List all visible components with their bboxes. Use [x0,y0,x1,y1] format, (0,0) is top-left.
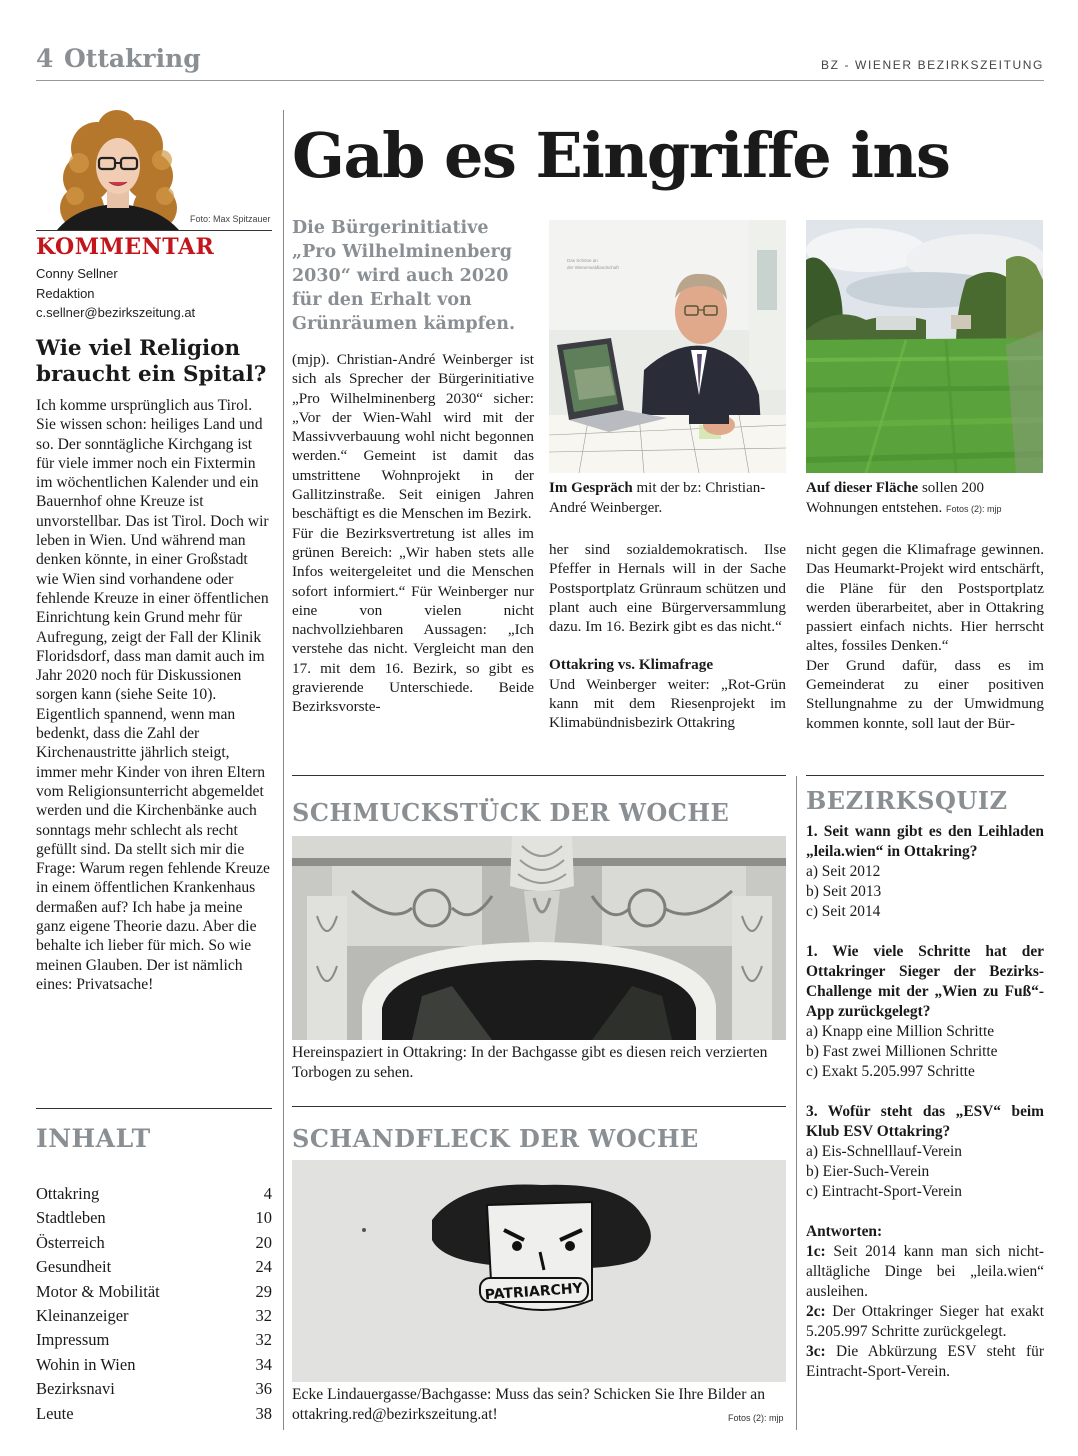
contents-label: Wohin in Wien [36,1354,136,1374]
author-photo [37,108,199,230]
masthead: BZ - WIENER BEZIRKSZEITUNG [821,58,1044,72]
quiz-option: c) Exakt 5.205.997 Schritte [806,1063,975,1080]
contents-page: 10 [255,1208,272,1228]
article-subhead: Die Bürgerinitiative „Pro Wilhelminenberg 2030“ wird auch 2020 für den Erhalt von Grünräumen kämpfen. [292,218,516,334]
quiz-option: c) Eintracht-Sport-Verein [806,1183,962,1200]
headline: Gab es Eingriffe ins [292,119,950,192]
inline-subhead: Ottakring vs. Klimafrage [549,656,714,674]
contents-row[interactable] [36,1402,272,1426]
contents-page: 20 [255,1232,272,1252]
quiz-answer: 2c: Der Ottakringer Sieger hat exakt 5.205.997 Schritte zurückgelegt. [806,1303,1044,1340]
contents-label: Impressum [36,1330,110,1350]
contents-row[interactable] [36,1353,272,1377]
quiz-option: c) Seit 2014 [806,903,881,920]
blemish-caption: Ecke Lindauergasse/Bachgasse: Muss das sein? Schicken Sie Ihre Bilder an ottakring.red@bezirkszeitung.at! [292,1386,766,1423]
contents-page: 32 [255,1330,272,1350]
column-divider [283,110,284,1430]
photo-field [806,220,1043,473]
photo-field-credit: Fotos (2): mjp [946,504,1002,514]
quiz-option: b) Fast zwei Millionen Schritte [806,1043,998,1060]
contents-page: 29 [255,1281,272,1301]
graffiti-text: PATRIARCHY [484,1280,584,1304]
blemish-top-rule [292,1106,786,1107]
contents-row[interactable] [36,1280,272,1304]
page-number: 4 [36,44,54,73]
contents-row[interactable] [36,1304,272,1328]
contents-row[interactable] [36,1231,272,1255]
contents-top-rule [36,1108,272,1109]
contents-list [36,1182,272,1426]
contents-title: INHALT [36,1124,151,1153]
quiz-option: a) Knapp eine Million Schritte [806,1023,995,1040]
contents-label: Kleinanzeiger [36,1305,129,1325]
contents-label: Österreich [36,1232,105,1252]
section-name: Ottakring [64,44,201,73]
quiz-question-3: 3. Wofür steht das „ESV“ beim Klub ESV Ottakring? a) Eis-Schnelllauf-Verein b) Eier-Such-Verein c) Eintracht-Sport-Verein [806,1103,1044,1200]
contents-page: 4 [263,1184,272,1203]
photo-graffiti [292,1160,786,1382]
author-email[interactable]: c.sellner@bezirkszeitung.at [36,305,196,320]
photo-interview [549,220,786,473]
quiz-divider [796,776,797,1430]
contents-page: 34 [255,1354,272,1374]
quiz-option: b) Seit 2013 [806,883,882,900]
contents-label: Motor & Mobilität [36,1281,160,1301]
comment-title: Wie viel Religion braucht ein Spital? [36,336,267,387]
photo-field-caption: Auf dieser Fläche sollen 200 Wohnungen entstehen. Fotos (2): mjp [806,480,1002,516]
photo-credit: Foto: Max Spitzauer [190,214,271,224]
jewel-caption: Hereinspaziert in Ottakring: In der Bachgasse gibt es diesen reich verzierten Torbogen zu sehen. [292,1044,768,1081]
contents-row[interactable] [36,1255,272,1279]
comment-body: Ich komme ursprünglich aus Tirol. Sie wissen schon: heiliges Land und so. Der sonntägliche Kirchgang ist für viele immer noch ein Fixtermin im wöchentlichen Kalender und ein Bauernhof ohne Kreuze ist unvorstellbar. Das ist Tirol. Doch wir leben in Wien. Und während man denken könnte, in einer Großstadt wie Wien sind vorhandene oder fehlende Kreuze in einer öffentlichen Einrichtung kein Grund mehr für Aufregung, zeigt der Fall der Klinik Floridsdorf, dass man damit auch im Jahr 2020 noch für Diskussionen sorgen kann (siehe Seite 10). Eigentlich spannend, wenn man bedenkt, dass die Zahl der Kirchenaustritte jährlich steigt, immer mehr Kinder von ihren Eltern vom Religionsunterricht abgemeldet werden und die Kirchenbänke auch sonntags mehr schlecht als recht gefüllt sind. Da stellt sich mir die Frage: Warum regen fehlende Kreuze in einem öffentlichen Krankenhaus dermaßen auf? Ich habe ja meine ganz eigene Theorie dazu. Aber die behalte ich lieber für mich. So wie meinen Glauben. Der ist nämlich eines: Privatsache! [36,397,270,993]
contents-label: Stadtleben [36,1208,106,1228]
photo-archway [292,836,786,1040]
quiz-option: b) Eier-Such-Verein [806,1163,930,1180]
blemish-title: SCHANDFLECK DER WOCHE [292,1124,699,1153]
author-name: Conny Sellner [36,266,118,281]
contents-row[interactable] [36,1206,272,1230]
quiz-question-1: 1. Seit wann gibt es den Leihladen „leila.wien“ in Ottakring? a) Seit 2012 b) Seit 2013 c) Seit 2014 [806,823,1044,920]
contents-row[interactable] [36,1328,272,1352]
contents-label: Ottakring [36,1184,100,1203]
contents-row[interactable] [36,1377,272,1401]
quiz-option: a) Seit 2012 [806,863,881,880]
svg-text:Das Schöne an: Das Schöne an [567,258,598,263]
contents-label: Leute [36,1403,74,1423]
quiz-answer: 3c: Die Abkürzung ESV steht für Eintracht-Sport-Verein. [806,1343,1044,1380]
comment-label: KOMMENTAR [36,234,215,260]
jewel-title: SCHMUCKSTÜCK DER WOCHE [292,798,730,827]
article-column-3: nicht gegen die Klimafrage gewinnen. Das Heumarkt-Projekt wird entschärft, die Pläne für den Postsportplatz werden überarbeitet, aber in Ottakring passiert einfach nichts. Hier herrscht altes, fossiles Denken.“ Der Grund dafür, dass es im Gemeinderat zu einer positiven Stellungnahme zu der Umwidmung kommen konnte, soll laut der Bür- [806,541,1044,732]
svg-text:der Wienerwaldlandschaft: der Wienerwaldlandschaft [567,265,619,270]
comment-top-rule [36,230,272,231]
quiz [806,822,1044,1382]
article-column-2: her sind sozialdemokratisch. Ilse Pfeffer in Hernals will in der Sache Postsportplatz Grünraum schützen und plant auch eine Bürgerversammlung dazu. Im 16. Bezirk gibt es das nicht.“ Ottakring vs. Klimafrage Und Weinberger weiter: „Rot-Grün kann mit dem Riesenprojekt im Klimabündnisbezirk Ottakring [549,541,786,732]
quiz-question-2: 1. Wie viele Schritte hat der Ottakringer Sieger der Bezirks-Challenge mit der „Wien zu Fuß“-App zurückgelegt? a) Knapp eine Million Schritte b) Fast zwei Millionen Schritte c) Exakt 5.205.997 Schritte [806,943,1044,1080]
contents-page: 38 [255,1403,272,1423]
header-rule [36,80,1044,81]
quiz-option: a) Eis-Schnelllauf-Verein [806,1143,962,1160]
contents-label: Bezirksnavi [36,1379,115,1399]
quiz-top-rule [806,775,1044,776]
author-role: Redaktion [36,286,95,301]
contents-page: 32 [255,1305,272,1325]
contents-row[interactable] [36,1182,272,1206]
contents-page: 24 [255,1257,272,1277]
blemish-credit: Fotos (2): mjp [728,1413,784,1423]
contents-label: Gesundheit [36,1257,112,1277]
photo-interview-caption: Im Gespräch mit der bz: Christian-André Weinberger. [549,480,766,516]
article-column-1: (mjp). Christian-André Weinberger ist sich als Sprecher der Bürgerinitiative „Pro Wilhelminenberg 2030“ sicher: „Vor der Wien-Wahl wird mit der Massivverbauung wohl nicht begonnen werden.“ Gemeint ist damit das umstrittene Wohnprojekt in der Gallitzinstraße. Seit einigen Jahren beschäftigt es die Menschen im Bezirk. Für die Bezirksvertretung ist alles im grünen Bereich: „Wir haben stets alle Infos weitergeleitet und die Menschen sofort informiert.“ Für Weinberger nur eine von vielen nicht nachvollziehbaren Aussagen: „Ich verstehe das nicht. Vergleicht man den 17. mit dem 16. Bezirk, so gibt es gravierende Unterschiede. Beide Bezirksvorste- [292,351,534,716]
quiz-answer: 1c: Seit 2014 kann man sich nicht-alltägliche Dinge bei „leila.wien“ ausleihen. [806,1243,1044,1300]
contents-page: 36 [255,1379,272,1399]
jewel-top-rule [292,775,786,776]
quiz-answers-title: Antworten: [806,1223,883,1240]
quiz-title: BEZIRKSQUIZ [806,786,1008,815]
